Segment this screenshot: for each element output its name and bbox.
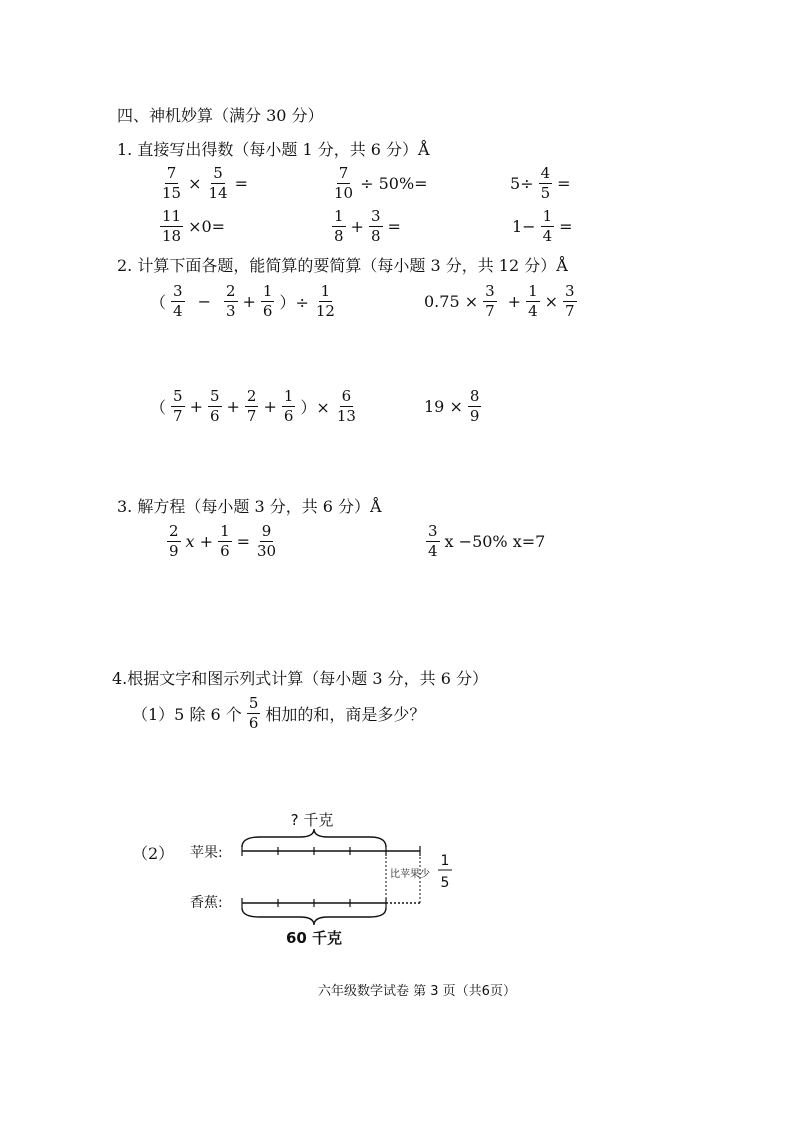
fraction: $\frac{1}{12}$ <box>315 282 335 320</box>
page-footer: 六年级数学试卷 第 3 页（共6页） <box>318 984 516 999</box>
q2-title: 2. 计算下面各题，能简算的要简算（每小题 3 分，共 12 分）Å <box>117 256 568 275</box>
less-fraction-denominator: 5 <box>440 875 450 891</box>
q1-item-2: $\frac{7}{10}$ ÷ 50%= <box>334 164 428 202</box>
fraction: $\frac{2}{3}$ <box>225 282 236 320</box>
fraction: $\frac{3}{8}$ <box>370 207 381 245</box>
fraction: $\frac{2}{9}$ <box>169 522 179 560</box>
q2-expr-1: （ $\frac{3}{4}$ − $\frac{2}{3}$ + $\frac{1}{6}$ ）÷ $\frac{1}{12}$ <box>150 282 335 320</box>
q4-title: 4.根据文字和图示列式计算（每小题 3 分，共 6 分） <box>112 669 488 688</box>
fraction: $\frac{7}{15}$ <box>162 164 182 202</box>
fraction: $\frac{1}{6}$ <box>283 387 294 425</box>
q4-sub-1: （1）5 除 6 个 $\frac{5}{6}$ 相加的和，商是多少？ <box>132 694 426 732</box>
fraction: $\frac{5}{14}$ <box>208 164 228 202</box>
fraction: $\frac{3}{4}$ <box>428 522 438 560</box>
q2-expr-3: （ $\frac{5}{7}$ + $\frac{5}{6}$ + $\frac{2}{7}$ + $\frac{1}{6}$ ）× $\frac{6}{13}$ <box>150 387 356 425</box>
less-label: 比苹果少 <box>390 869 430 880</box>
section-title: 四、神机妙算（满分 30 分） <box>117 106 324 125</box>
fraction: $\frac{1}{8}$ <box>334 207 344 245</box>
bottom-brace <box>242 908 386 925</box>
q4-sub-2-label: （2） <box>132 844 175 863</box>
fraction: $\frac{3}{7}$ <box>565 282 575 320</box>
fraction: $\frac{3}{4}$ <box>173 282 183 320</box>
top-label: ? 千克 <box>290 811 334 829</box>
bottom-label: 60 千克 <box>285 929 343 947</box>
fraction: $\frac{7}{10}$ <box>334 164 354 202</box>
q3-equation-2: $\frac{3}{4}$ x −50% x=7 <box>428 522 546 560</box>
apple-label: 苹果: <box>190 845 223 861</box>
q2-expr-2: 0.75 × $\frac{3}{7}$ + $\frac{1}{4}$ × $\frac{3}{7}$ <box>424 282 575 320</box>
q1-item-4: $\frac{11}{18}$ ×0= <box>162 207 226 245</box>
q2-expr-4: 19 × $\frac{8}{9}$ <box>424 387 480 425</box>
banana-label: 香蕉: <box>190 895 223 911</box>
q3-title: 3. 解方程（每小题 3 分，共 6 分）Å <box>117 497 382 516</box>
fraction: $\frac{6}{13}$ <box>336 387 356 425</box>
q1-item-3: 5÷ $\frac{4}{5}$ = <box>510 164 571 202</box>
q1-title: 1. 直接写出得数（每小题 1 分，共 6 分）Å <box>117 140 430 159</box>
fraction: $\frac{2}{7}$ <box>246 387 257 425</box>
fraction: $\frac{8}{9}$ <box>469 387 480 425</box>
fraction: $\frac{3}{7}$ <box>485 282 495 320</box>
q1-item-6: 1− $\frac{1}{4}$ = <box>512 207 573 245</box>
q1-item-1: $\frac{7}{15}$ × $\frac{5}{14}$ = <box>162 164 248 202</box>
q3-equation-1: $\frac{2}{9}$ x + $\frac{1}{6}$ = $\frac{9}{30}$ <box>169 522 277 560</box>
fraction: $\frac{9}{30}$ <box>257 522 277 560</box>
fraction: $\frac{1}{6}$ <box>262 282 273 320</box>
less-fraction-numerator: 1 <box>440 853 450 869</box>
fraction: $\frac{4}{5}$ <box>540 164 551 202</box>
top-brace <box>242 829 386 847</box>
fraction: $\frac{1}{6}$ <box>220 522 230 560</box>
fraction: $\frac{5}{6}$ <box>248 694 259 732</box>
fraction: $\frac{5}{7}$ <box>173 387 183 425</box>
fraction: $\frac{1}{4}$ <box>542 207 553 245</box>
fraction: $\frac{11}{18}$ <box>162 207 182 245</box>
fraction: $\frac{1}{4}$ <box>528 282 538 320</box>
segment-diagram <box>180 805 480 950</box>
fraction: $\frac{5}{6}$ <box>209 387 220 425</box>
q1-item-5: $\frac{1}{8}$ + $\frac{3}{8}$ = <box>334 207 401 245</box>
